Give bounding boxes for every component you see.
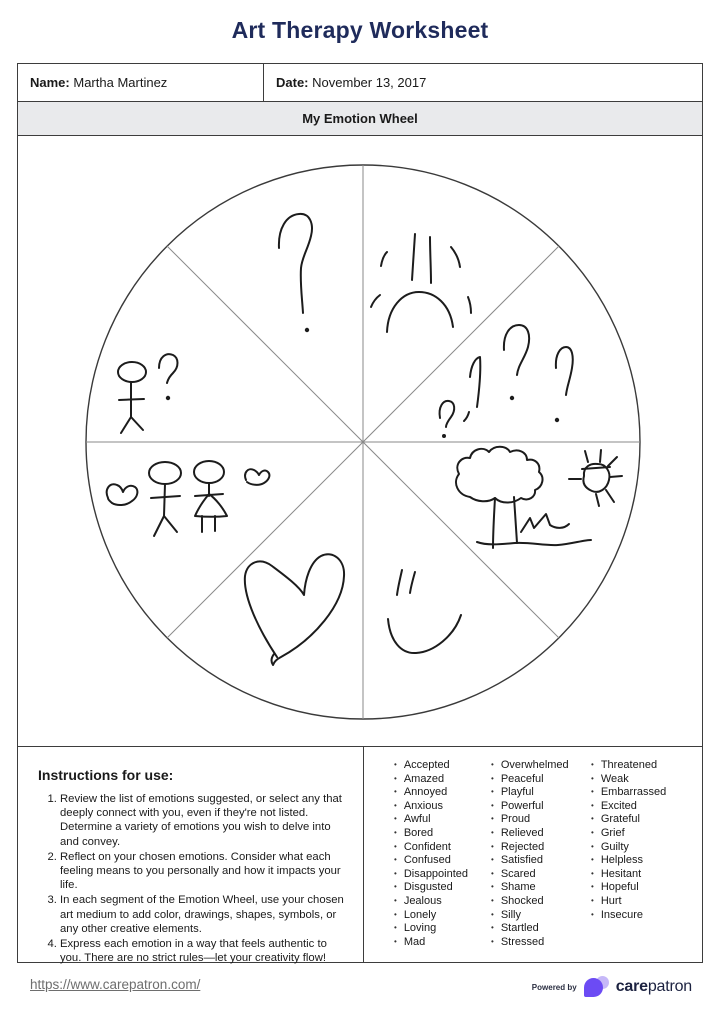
emotion-item: • Lonely xyxy=(394,909,491,923)
emotion-item: • Awful xyxy=(394,813,491,827)
emotion-item: • Helpless xyxy=(591,854,666,868)
emotion-item: • Satisfied xyxy=(491,854,591,868)
emotion-item: • Hesitant xyxy=(591,868,666,882)
brand-name xyxy=(616,978,692,996)
name-value: Martha Martinez xyxy=(73,75,168,90)
emotion-item: • Hurt xyxy=(591,895,666,909)
emotion-item: • Excited xyxy=(591,800,666,814)
emotion-item: • Powerful xyxy=(491,800,591,814)
sketch-heart-icon xyxy=(245,554,344,665)
bottom-row xyxy=(18,747,702,965)
brand-name-light: patron xyxy=(647,978,692,995)
emotion-item: • Weak xyxy=(591,773,666,787)
date-field xyxy=(264,64,702,101)
date-value: November 13, 2017 xyxy=(312,75,427,90)
emotion-item: • Grateful xyxy=(591,813,666,827)
emotion-column-3 xyxy=(591,759,666,962)
emotion-item: • Insecure xyxy=(591,909,666,923)
sketch-figure-question-icon xyxy=(118,354,178,433)
emotion-item: • Peaceful xyxy=(491,773,591,787)
instruction-step: 3. In each segment of the Emotion Wheel, use your chosen art medium to add color, drawings, shapes, symbols, or any other creative elements. xyxy=(60,893,349,936)
emotion-wheel-cell xyxy=(18,136,702,747)
emotion-wheel xyxy=(18,136,701,747)
emotion-item: • Startled xyxy=(491,922,591,936)
emotion-item: • Proud xyxy=(491,813,591,827)
carepatron-logo-icon xyxy=(584,976,609,998)
emotion-column-2 xyxy=(491,759,591,962)
instructions-heading: Instructions for use: xyxy=(38,767,174,783)
emotion-item: • Threatened xyxy=(591,759,666,773)
emotion-item: • Mad xyxy=(394,936,491,950)
emotion-item: • Loving xyxy=(394,922,491,936)
emotion-item: • Confident xyxy=(394,841,491,855)
emotion-item: • Accepted xyxy=(394,759,491,773)
sketch-smiley-face-icon xyxy=(388,570,461,653)
name-label: Name: xyxy=(30,75,70,90)
emotion-column-1 xyxy=(394,759,491,962)
instructions-cell xyxy=(18,747,364,965)
powered-by-label: Powered by xyxy=(531,982,577,992)
fields-row xyxy=(18,64,702,102)
emotion-item: • Grief xyxy=(591,827,666,841)
worksheet-table xyxy=(17,63,703,963)
sketch-couple-hearts-icon xyxy=(107,461,270,536)
emotion-item: • Playful xyxy=(491,786,591,800)
footer xyxy=(0,970,720,1010)
brand-name-bold: care xyxy=(615,978,648,995)
emotion-item: • Confused xyxy=(394,854,491,868)
page-title: Art Therapy Worksheet xyxy=(231,17,489,43)
emotion-item: • Rejected xyxy=(491,841,591,855)
emotion-item: • Guilty xyxy=(591,841,666,855)
sketch-question-mark-icon xyxy=(279,214,312,332)
emotion-item: • Shame xyxy=(491,881,591,895)
emotion-item: • Scared xyxy=(491,868,591,882)
sketch-worried-face-icon xyxy=(371,234,471,332)
emotion-item: • Relieved xyxy=(491,827,591,841)
website-link[interactable]: https://www.carepatron.com/ xyxy=(30,977,201,992)
emotion-item: • Hopeful xyxy=(591,881,666,895)
name-field xyxy=(18,64,264,101)
instruction-step: 2. Reflect on your chosen emotions. Consider what each feeling means to you personally and how it impacts your life. xyxy=(60,850,349,893)
powered-by xyxy=(532,976,692,998)
emotion-item: • Shocked xyxy=(491,895,591,909)
instructions-list xyxy=(60,792,349,965)
section-header: My Emotion Wheel xyxy=(18,102,702,136)
emotion-item: • Jealous xyxy=(394,895,491,909)
emotion-item: • Overwhelmed xyxy=(491,759,591,773)
sketch-question-marks-icon xyxy=(440,325,573,438)
emotion-item: • Disappointed xyxy=(394,868,491,882)
emotion-item: • Annoyed xyxy=(394,786,491,800)
wheel-structure xyxy=(86,165,640,719)
emotion-item: • Anxious xyxy=(394,800,491,814)
emotion-item: • Bored xyxy=(394,827,491,841)
emotion-item: • Silly xyxy=(491,909,591,923)
instruction-step: 4. Express each emotion in a way that feels authentic to you. There are no strict rules—let your creativity flow! xyxy=(60,937,349,965)
emotions-cell xyxy=(364,747,702,962)
emotion-item: • Stressed xyxy=(491,936,591,950)
sketch-nature-scene-icon xyxy=(456,447,622,548)
emotion-item: • Amazed xyxy=(394,773,491,787)
date-label: Date: xyxy=(276,75,309,90)
emotion-item: • Embarrassed xyxy=(591,786,666,800)
instruction-step: 1. Review the list of emotions suggested, or select any that deeply connect with you, even if they're not listed. Determine a variety of emotions you wish to delve into and convey. xyxy=(60,792,349,849)
emotion-item: • Disgusted xyxy=(394,881,491,895)
